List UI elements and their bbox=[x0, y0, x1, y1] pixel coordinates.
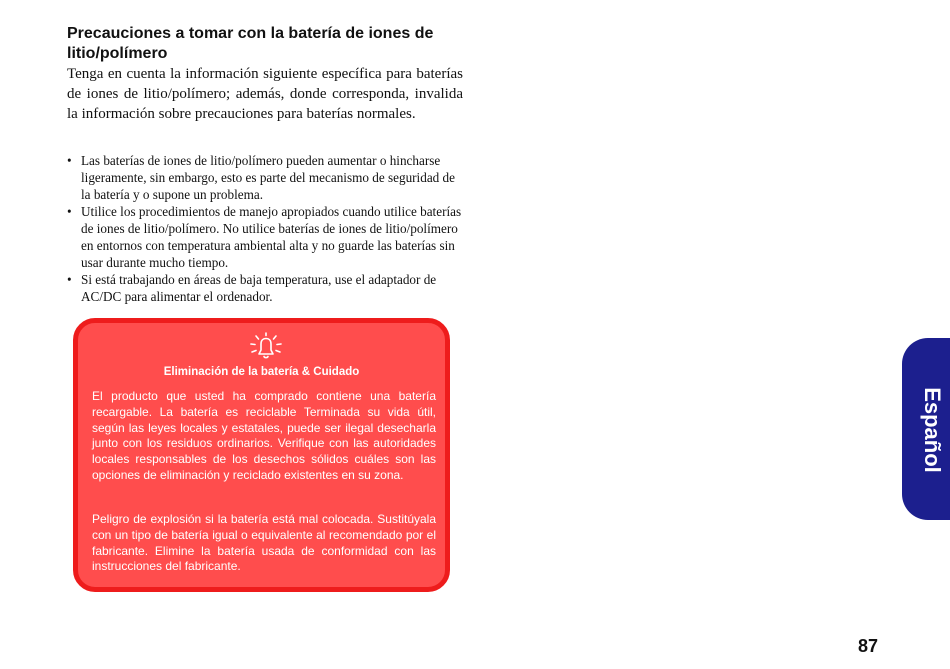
alert-bell-icon bbox=[248, 332, 284, 360]
language-side-tab-label: Español bbox=[920, 387, 945, 473]
list-item bbox=[67, 203, 467, 271]
precautions-list bbox=[67, 152, 467, 305]
battery-disposal-warning-box bbox=[73, 318, 450, 592]
list-item bbox=[67, 152, 467, 203]
bullet-marker: • bbox=[67, 272, 72, 287]
list-item-text: Las baterías de iones de litio/polímero pueden aumentar o hincharse ligeramente, sin embargo, esto es parte del mecanismo de seguridad de la batería y o supone un problema. bbox=[81, 153, 456, 202]
list-item bbox=[67, 271, 467, 305]
warning-paragraph-explosion: Peligro de explosión si la batería está mal colocada. Sustitúyala con un tipo de batería igual o equivalente al recomendado por el fabricante. Elimine la batería usada de conformidad con las instrucciones del fabricante. bbox=[92, 512, 436, 574]
warning-paragraph-disposal: El producto que usted ha comprado contiene una batería recargable. La batería es reciclable Terminada su vida útil, según las leyes locales y estatales, puede ser ilegal desecharla junto con los residuos ordinarios. Verifique con las autoridades locales responsables de los desechos sólidos cuáles son las opciones de eliminación y reciclado existentes en su zona. bbox=[92, 389, 436, 482]
intro-paragraph: Tenga en cuenta la información siguiente específica para baterías de iones de litio/polímero; además, donde corresponda, invalida la información sobre precauciones para baterías normales. bbox=[67, 66, 463, 122]
section-heading: Precauciones a tomar con la batería de iones de litio/polímero bbox=[67, 25, 434, 62]
warning-title: Eliminación de la batería & Cuidado bbox=[163, 366, 360, 378]
bullet-marker: • bbox=[67, 153, 72, 168]
list-item-text: Si está trabajando en áreas de baja temperatura, use el adaptador de AC/DC para alimentar el ordenador. bbox=[81, 272, 437, 304]
list-item-text: Utilice los procedimientos de manejo apropiados cuando utilice baterías de iones de litio/polímero. No utilice baterías de iones de litio/polímero en entornos con temperatura ambiental alta y no guarde las baterías sin usar durante mucho tiempo. bbox=[81, 204, 462, 270]
page-number: 87 bbox=[857, 636, 879, 656]
bullet-marker: • bbox=[67, 204, 72, 219]
